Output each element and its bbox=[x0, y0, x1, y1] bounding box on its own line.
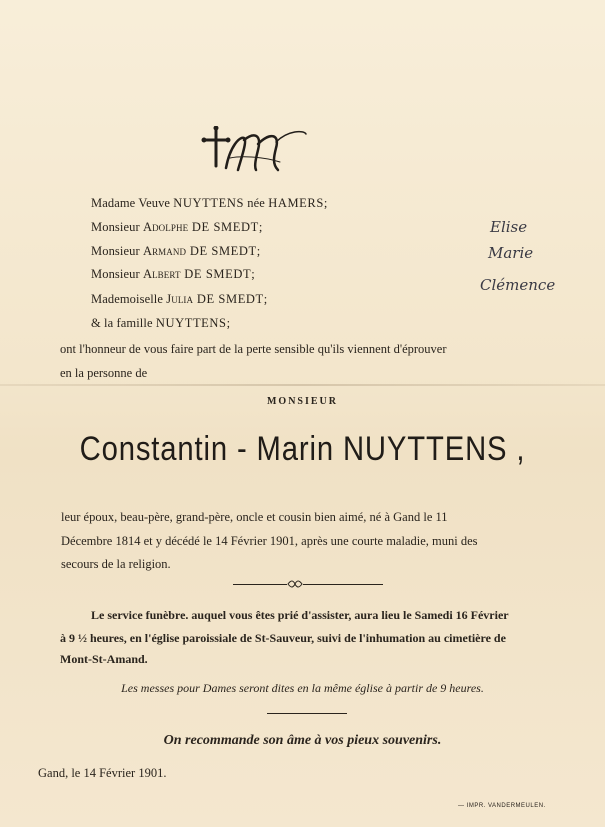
svg-text:M: M bbox=[250, 156, 252, 157]
bio-line-2: Décembre 1814 et y décédé le 14 Février 1901, après une courte maladie, muni des bbox=[61, 534, 478, 548]
bio-line-1: leur époux, beau-père, grand-père, oncle et cousin bien aimé, né à Gand le 11 bbox=[61, 510, 448, 524]
place-date: Gand, le 14 Février 1901. bbox=[38, 766, 167, 780]
service-line-2: à 9 ½ heures, en l'église paroissiale de St-Sauveur, suivi de l'inhumation au cimetière de bbox=[60, 631, 506, 645]
fold-crease bbox=[0, 384, 605, 386]
announcer-line-2: Monsieur Adolphe DE SMEDT; bbox=[91, 220, 263, 234]
intro-line-2: en la personne de bbox=[60, 366, 148, 380]
handwritten-name-1: Elise bbox=[490, 218, 528, 236]
announcer-line-5: Mademoiselle Julia DE SMEDT; bbox=[91, 292, 268, 306]
monogram-cross-ornament bbox=[200, 126, 310, 178]
divider-left bbox=[233, 584, 287, 585]
title-label: MONSIEUR bbox=[266, 396, 338, 407]
announcer-line-1: Madame Veuve NUYTTENS née HAMERS; bbox=[91, 196, 328, 210]
recommendation: On recommande son âme à vos pieux souvenirs. bbox=[163, 733, 442, 748]
service-line-3: Mont-St-Amand. bbox=[60, 652, 148, 666]
announcer-line-4: Monsieur Albert DE SMEDT; bbox=[91, 267, 255, 281]
intro-line-1: ont l'honneur de vous faire part de la perte sensible qu'ils viennent d'éprouver bbox=[60, 342, 447, 356]
deceased-name: Constantin - Marin NUYTTENS , bbox=[79, 430, 526, 468]
handwritten-name-3: Clémence bbox=[480, 276, 556, 294]
divider-right bbox=[303, 584, 383, 585]
printer-credit: — IMPR. VANDERMEULEN. bbox=[458, 803, 546, 809]
announcer-line-3: Monsieur Armand DE SMEDT; bbox=[91, 244, 261, 258]
handwritten-name-2: Marie bbox=[488, 244, 534, 262]
masses-note: Les messes pour Dames seront dites en la même église à partir de 9 heures. bbox=[121, 681, 484, 695]
ornament-icon bbox=[287, 579, 303, 589]
service-line-1: Le service funèbre. auquel vous êtes prié d'assister, aura lieu le Samedi 16 Février bbox=[91, 608, 509, 622]
bio-line-3: secours de la religion. bbox=[61, 557, 171, 571]
announcer-line-6: & la famille NUYTTENS; bbox=[91, 316, 231, 330]
divider-short bbox=[267, 713, 347, 714]
